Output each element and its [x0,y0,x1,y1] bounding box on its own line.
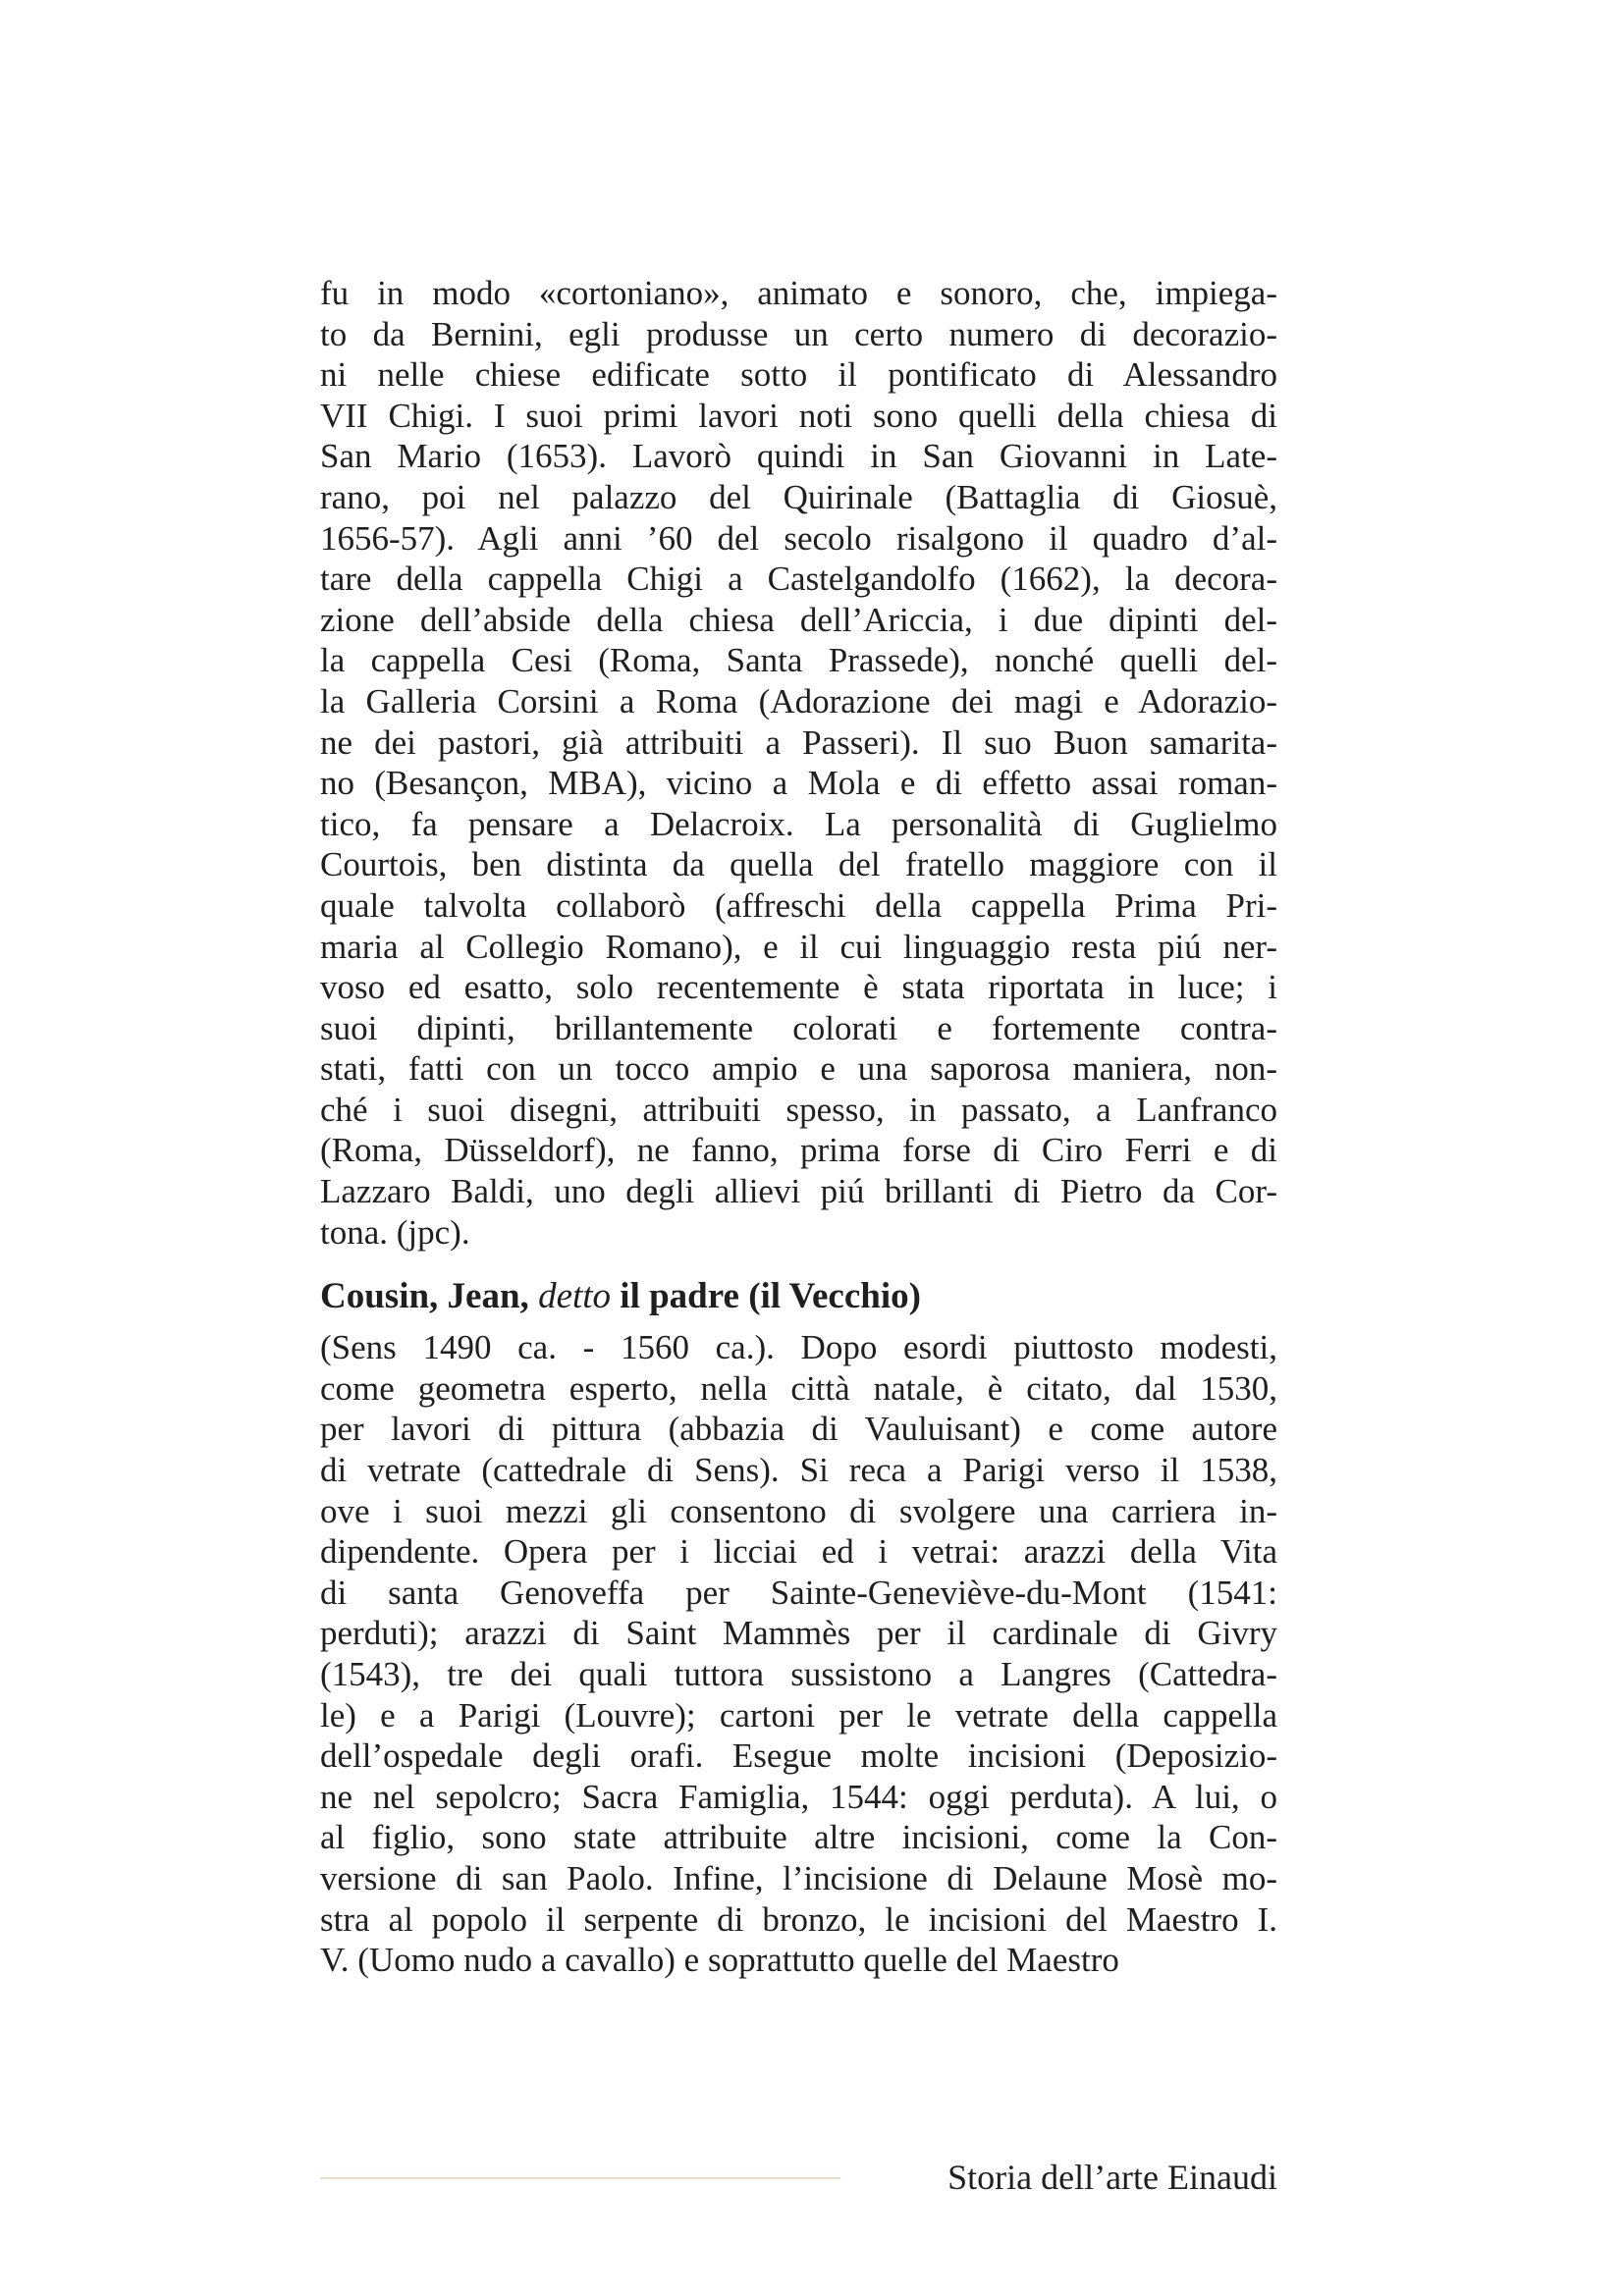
text-line: di santa Genoveffa per Sainte-Geneviève-du-Mont (1541: [320,1573,1277,1612]
text-line: 1656-57). Agli anni ’60 del secolo risalgono il quadro d’al- [320,518,1277,558]
text-line: di vetrate (cattedrale di Sens). Si reca a Parigi verso il 1538, [320,1451,1277,1490]
text-line: Lazzaro Baldi, uno degli allievi piú brillanti di Pietro da Cor- [320,1172,1277,1211]
text-line: to da Bernini, egli produsse un certo numero di decorazio- [320,314,1277,353]
text-line: V. (Uomo nudo a cavallo) e soprattutto quelle del Maestro [320,1941,1119,1980]
text-line: suoi dipinti, brillantemente colorati e fortemente contra- [320,1008,1277,1047]
text-line: zione dell’abside della chiesa dell’Ariccia, i due dipinti del- [320,600,1277,639]
text-line: la Galleria Corsini a Roma (Adorazione dei magi e Adorazio- [320,681,1277,721]
entry-heading [320,1274,1277,1319]
text-line: (1543), tre dei quali tuttora sussistono a Langres (Cattedra- [320,1655,1277,1693]
text-line: Courtois, ben distinta da quella del fratello maggiore con il [320,845,1277,884]
text-line: perduti); arazzi di Saint Mammès per il cardinale di Givry [320,1614,1277,1653]
heading-name: Cousin, Jean, [320,1276,529,1317]
text-line: come geometra esperto, nella città natale, è citato, dal 1530, [320,1368,1277,1408]
paragraph-cousin [320,1327,1277,1981]
text-line: stra al popolo il serpente di bronzo, le incisioni del Maestro I. [320,1899,1277,1939]
text-line: San Mario (1653). Lavorò quindi in San Giovanni in Late- [320,437,1277,476]
heading-detto: detto [538,1276,612,1317]
text-line: stati, fatti con un tocco ampio e una saporosa maniera, non- [320,1049,1277,1089]
text-line: ove i suoi mezzi gli consentono di svolgere una carriera in- [320,1491,1277,1530]
text-line: (Roma, Düsseldorf), ne fanno, prima forse di Ciro Ferri e di [320,1131,1277,1170]
paragraph-cortese [320,273,1277,1253]
article-text [320,273,1277,1981]
text-line: dipendente. Opera per i licciai ed i vetrai: arazzi della Vita [320,1532,1277,1572]
text-line: fu in modo «cortoniano», animato e sonoro, che, impiega- [320,274,1277,312]
footer-rule [320,2177,840,2179]
text-line: tona. (jpc). [320,1212,470,1252]
text-line: tico, fa pensare a Delacroix. La personalità di Guglielmo [320,804,1277,843]
text-line: quale talvolta collaborò (affreschi della cappella Prima Pri- [320,885,1277,925]
text-line: tare della cappella Chigi a Castelgandolfo (1662), la decora- [320,560,1277,599]
text-line: per lavori di pittura (abbazia di Vauluisant) e come autore [320,1410,1277,1449]
text-line: le) e a Parigi (Louvre); cartoni per le vetrate della cappella [320,1695,1277,1735]
text-line: rano, poi nel palazzo del Quirinale (Battaglia di Giosuè, [320,477,1277,516]
text-line: dell’ospedale degli orafi. Esegue molte incisioni (Deposizio- [320,1736,1277,1776]
text-line: no (Besançon, MBA), vicino a Mola e di effetto assai roman- [320,764,1277,803]
text-line: la cappella Cesi (Roma, Santa Prassede), nonché quelli del- [320,641,1277,680]
text-line: al figlio, sono state attribuite altre incisioni, come la Con- [320,1818,1277,1857]
text-line: ni nelle chiese edificate sotto il pontificato di Alessandro [320,355,1277,395]
text-line: VII Chigi. I suoi primi lavori noti sono quelli della chiesa di [320,396,1277,435]
text-line: ne nel sepolcro; Sacra Famiglia, 1544: oggi perduta). A lui, o [320,1777,1277,1816]
footer-title: Storia dell’arte Einaudi [947,2158,1277,2197]
text-line: voso ed esatto, solo recentemente è stata riportata in luce; i [320,968,1277,1007]
text-line: maria al Collegio Romano), e il cui linguaggio resta piú ner- [320,927,1277,966]
text-line: ché i suoi disegni, attribuiti spesso, in passato, a Lanfranco [320,1090,1277,1129]
text-line: ne dei pastori, già attribuiti a Passeri). Il suo Buon samarita- [320,722,1277,762]
heading-rest: il padre (il Vecchio) [620,1276,921,1317]
text-line: (Sens 1490 ca. - 1560 ca.). Dopo esordi piuttosto modesti, [320,1328,1277,1367]
text-line: versione di san Paolo. Infine, l’incisione di Delaune Mosè mo- [320,1858,1277,1897]
